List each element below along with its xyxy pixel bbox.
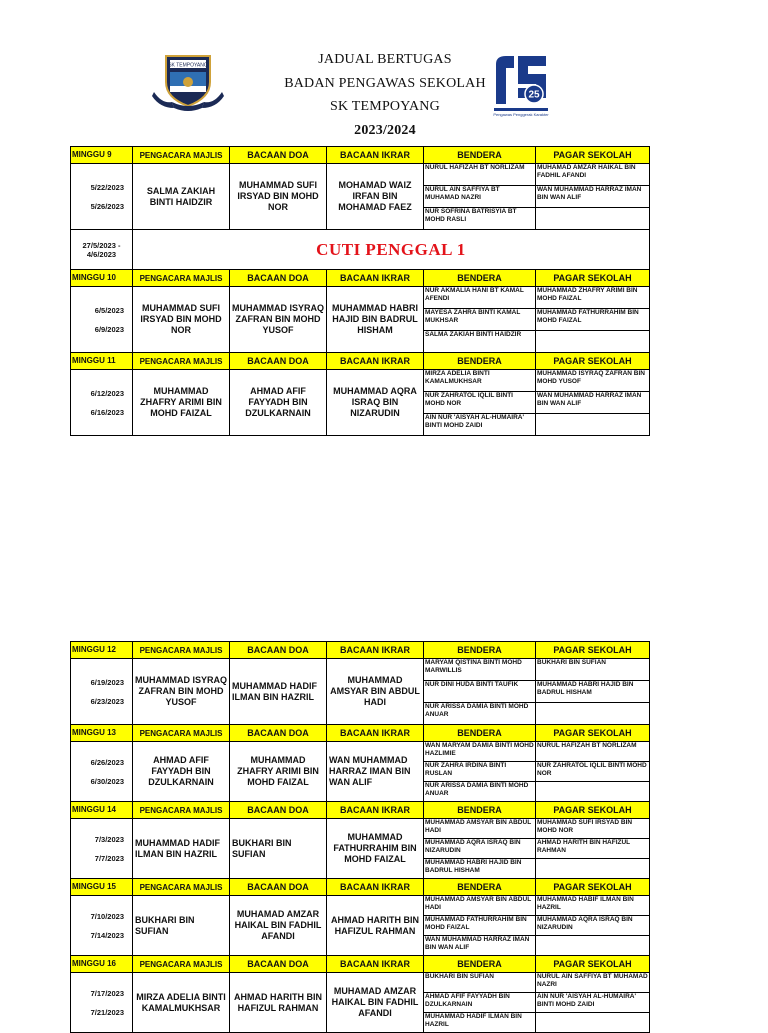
- pagar-name: BUKHARI BIN SUFIAN: [536, 659, 650, 681]
- pagar-name: [536, 331, 650, 353]
- header-doa: BACAAN DOA: [230, 879, 327, 896]
- header-bendera: BENDERA: [424, 642, 536, 659]
- header-pengacara: PENGACARA MAJLIS: [133, 642, 230, 659]
- header-row: [71, 879, 650, 896]
- bendera-name: SALMA ZAKIAH BINTI HAIDZIR: [424, 331, 536, 353]
- duty-row: [71, 742, 650, 762]
- header-bendera: BENDERA: [424, 956, 536, 973]
- header-ikrar: BACAAN IKRAR: [327, 270, 424, 287]
- week-dates: 6/12/2023 6/16/2023: [71, 370, 133, 436]
- pagar-name: [536, 208, 650, 230]
- pagar-name: MUHAMMAD ZHAFRY ARIMI BIN MOHD FAIZAL: [536, 287, 650, 309]
- pagar-name: MUHAMMAD AQRA ISRAQ BIN NIZARUDIN: [536, 916, 650, 936]
- pagar-name: MUHAMMAD ISYRAQ ZAFRAN BIN MOHD YUSOF: [536, 370, 650, 392]
- header-pengacara: PENGACARA MAJLIS: [133, 725, 230, 742]
- bendera-name: MUHAMMAD HADIF ILMAN BIN HAZRIL: [424, 1013, 536, 1033]
- header-bendera: BENDERA: [424, 802, 536, 819]
- bendera-name: MUHAMMAD AQRA ISRAQ BIN NIZARUDIN: [424, 839, 536, 859]
- duty-table-1: [70, 146, 650, 436]
- header-pagar: PAGAR SEKOLAH: [536, 353, 650, 370]
- pagar-name: NURUL AIN SAFFIYA BT MUHAMAD NAZRI: [536, 973, 650, 993]
- pengacara-name: BUKHARI BIN SUFIAN: [133, 896, 230, 956]
- pagar-name: WAN MUHAMMAD HARRAZ IMAN BIN WAN ALIF: [536, 392, 650, 414]
- title-year: 2023/2024: [354, 122, 416, 138]
- svg-text:25: 25: [528, 89, 540, 101]
- pagar-name: [536, 782, 650, 802]
- pengacara-name: SALMA ZAKIAH BINTI HAIDZIR: [133, 164, 230, 230]
- bendera-name: MUHAMMAD FATHURRAHIM BIN MOHD FAIZAL: [424, 916, 536, 936]
- header-bendera: BENDERA: [424, 879, 536, 896]
- header-row: [71, 147, 650, 164]
- pengacara-name: MUHAMMAD HADIF ILMAN BIN HAZRIL: [133, 819, 230, 879]
- pagar-name: MUHAMMAD HABRI HAJID BIN BADRUL HISHAM: [536, 681, 650, 703]
- header-pagar: PAGAR SEKOLAH: [536, 879, 650, 896]
- week-dates: 5/22/2023 5/26/2023: [71, 164, 133, 230]
- header-pagar: PAGAR SEKOLAH: [536, 270, 650, 287]
- header-row: [71, 642, 650, 659]
- header-ikrar: BACAAN IKRAR: [327, 879, 424, 896]
- pengacara-name: MIRZA ADELIA BINTI KAMALMUKHSAR: [133, 973, 230, 1033]
- doa-name: MUHAMAD AMZAR HAIKAL BIN FADHIL AFANDI: [230, 896, 327, 956]
- header-bendera: BENDERA: [424, 353, 536, 370]
- header-row: [71, 725, 650, 742]
- pagar-name: [536, 936, 650, 956]
- doa-name: MUHAMMAD SUFI IRSYAD BIN MOHD NOR: [230, 164, 327, 230]
- header-ikrar: BACAAN IKRAR: [327, 642, 424, 659]
- ikrar-name: MOHAMAD WAIZ IRFAN BIN MOHAMAD FAEZ: [327, 164, 424, 230]
- duty-row: [71, 973, 650, 993]
- bendera-name: NUR SOFRINA BATRISYIA BT MOHD RASLI: [424, 208, 536, 230]
- pagar-name: [536, 1013, 650, 1033]
- duty-row: [71, 370, 650, 392]
- bendera-name: NUR AKMALIA HANI BT KAMAL AFENDI: [424, 287, 536, 309]
- week-dates: 7/17/2023 7/21/2023: [71, 973, 133, 1033]
- week-dates: 6/19/2023 6/23/2023: [71, 659, 133, 725]
- ikrar-name: MUHAMMAD HABRI HAJID BIN BADRUL HISHAM: [327, 287, 424, 353]
- header-pagar: PAGAR SEKOLAH: [536, 642, 650, 659]
- duty-row: [71, 896, 650, 916]
- header-pengacara: PENGACARA MAJLIS: [133, 879, 230, 896]
- header-pagar: PAGAR SEKOLAH: [536, 802, 650, 819]
- header-doa: BACAAN DOA: [230, 147, 327, 164]
- pagar-name: MUHAMAD AMZAR HAIKAL BIN FADHIL AFANDI: [536, 164, 650, 186]
- doa-name: MUHAMMAD HADIF ILMAN BIN HAZRIL: [230, 659, 327, 725]
- bendera-name: MIRZA ADELIA BINTI KAMALMUKHSAR: [424, 370, 536, 392]
- bendera-name: AHMAD AFIF FAYYADH BIN DZULKARNAIN: [424, 993, 536, 1013]
- header-doa: BACAAN DOA: [230, 802, 327, 819]
- duty-row: [71, 659, 650, 681]
- pagar-name: MUHAMMAD FATHURRAHIM BIN MOHD FAIZAL: [536, 309, 650, 331]
- week-label: MINGGU 9: [71, 147, 133, 164]
- bendera-name: NUR ARISSA DAMIA BINTI MOHD ANUAR: [424, 703, 536, 725]
- header-row: [71, 270, 650, 287]
- ikrar-name: MUHAMAD AMZAR HAIKAL BIN FADHIL AFANDI: [327, 973, 424, 1033]
- bendera-name: BUKHARI BIN SUFIAN: [424, 973, 536, 993]
- header-pagar: PAGAR SEKOLAH: [536, 725, 650, 742]
- pagar-name: [536, 859, 650, 879]
- duty-table-2: [70, 641, 650, 1033]
- header-bendera: BENDERA: [424, 270, 536, 287]
- header-ikrar: BACAAN IKRAR: [327, 802, 424, 819]
- doa-name: MUHAMMAD ISYRAQ ZAFRAN BIN MOHD YUSOF: [230, 287, 327, 353]
- pagar-name: AIN NUR 'AISYAH AL-HUMAIRA' BINTI MOHD ZAIDI: [536, 993, 650, 1013]
- week-label: MINGGU 10: [71, 270, 133, 287]
- svg-text:Pengawas Penggerak Karakter: Pengawas Penggerak Karakter: [493, 112, 549, 117]
- pengacara-name: MUHAMMAD ZHAFRY ARIMI BIN MOHD FAIZAL: [133, 370, 230, 436]
- bendera-name: MARYAM QISTINA BINTI MOHD MARWILLIS: [424, 659, 536, 681]
- title-line-1: JADUAL BERTUGAS: [318, 52, 452, 67]
- bendera-name: MAYESA ZAHRA BINTI KAMAL MUKHSAR: [424, 309, 536, 331]
- header-doa: BACAAN DOA: [230, 353, 327, 370]
- pengacara-name: AHMAD AFIF FAYYADH BIN DZULKARNAIN: [133, 742, 230, 802]
- header-doa: BACAAN DOA: [230, 725, 327, 742]
- pengacara-name: MUHAMMAD ISYRAQ ZAFRAN BIN MOHD YUSOF: [133, 659, 230, 725]
- header-pengacara: PENGACARA MAJLIS: [133, 270, 230, 287]
- pagar-name: MUHAMMAD HABIF ILMAN BIN HAZRIL: [536, 896, 650, 916]
- bendera-name: NURUL AIN SAFFIYA BT MUHAMAD NAZRI: [424, 186, 536, 208]
- header-ikrar: BACAAN IKRAR: [327, 725, 424, 742]
- header-pengacara: PENGACARA MAJLIS: [133, 956, 230, 973]
- bendera-name: NUR ZAHRA IRDINA BINTI RUSLAN: [424, 762, 536, 782]
- ikrar-name: MUHAMMAD AQRA ISRAQ BIN NIZARUDIN: [327, 370, 424, 436]
- header-pengacara: PENGACARA MAJLIS: [133, 802, 230, 819]
- doa-name: MUHAMMAD ZHAFRY ARIMI BIN MOHD FAIZAL: [230, 742, 327, 802]
- week-label: MINGGU 15: [71, 879, 133, 896]
- ikrar-name: MUHAMMAD AMSYAR BIN ABDUL HADI: [327, 659, 424, 725]
- week-label: MINGGU 11: [71, 353, 133, 370]
- pagar-name: WAN MUHAMMAD HARRAZ IMAN BIN WAN ALIF: [536, 186, 650, 208]
- title-line-3: SK TEMPOYANG: [330, 99, 440, 114]
- pagar-name: NURUL HAFIZAH BT NORLIZAM: [536, 742, 650, 762]
- week-dates: 6/5/2023 6/9/2023: [71, 287, 133, 353]
- doa-name: AHMAD AFIF FAYYADH BIN DZULKARNAIN: [230, 370, 327, 436]
- bendera-name: NUR DINI HUDA BINTI TAUFIK: [424, 681, 536, 703]
- week-dates: 6/26/2023 6/30/2023: [71, 742, 133, 802]
- ikrar-name: MUHAMMAD FATHURRAHIM BIN MOHD FAIZAL: [327, 819, 424, 879]
- week-label: MINGGU 12: [71, 642, 133, 659]
- header-row: [71, 802, 650, 819]
- svg-text:SK TEMPOYANG: SK TEMPOYANG: [168, 62, 208, 69]
- bendera-name: WAN MUHAMMAD HARRAZ IMAN BIN WAN ALIF: [424, 936, 536, 956]
- header-ikrar: BACAAN IKRAR: [327, 353, 424, 370]
- duty-row: [71, 164, 650, 186]
- pengawas-25-logo: [490, 54, 552, 118]
- bendera-name: MUHAMMAD HABRI HAJID BIN BADRUL HISHAM: [424, 859, 536, 879]
- week-label: MINGGU 14: [71, 802, 133, 819]
- bendera-name: NUR ARISSA DAMIA BINTI MOHD ANUAR: [424, 782, 536, 802]
- week-dates: 7/10/2023 7/14/2023: [71, 896, 133, 956]
- bendera-name: MUHAMMAD AMSYAR BIN ABDUL HADI: [424, 819, 536, 839]
- header-doa: BACAAN DOA: [230, 270, 327, 287]
- header-pagar: PAGAR SEKOLAH: [536, 147, 650, 164]
- holiday-row: [71, 230, 650, 270]
- doa-name: BUKHARI BIN SUFIAN: [230, 819, 327, 879]
- week-dates: 7/3/2023 7/7/2023: [71, 819, 133, 879]
- ikrar-name: WAN MUHAMMAD HARRAZ IMAN BIN WAN ALIF: [327, 742, 424, 802]
- header-ikrar: BACAAN IKRAR: [327, 147, 424, 164]
- ikrar-name: AHMAD HARITH BIN HAFIZUL RAHMAN: [327, 896, 424, 956]
- header-bendera: BENDERA: [424, 147, 536, 164]
- pagar-name: [536, 414, 650, 436]
- header-pengacara: PENGACARA MAJLIS: [133, 147, 230, 164]
- holiday-dates: 27/5/2023 - 4/6/2023: [71, 230, 133, 270]
- header-doa: BACAAN DOA: [230, 956, 327, 973]
- header-pengacara: PENGACARA MAJLIS: [133, 353, 230, 370]
- header-doa: BACAAN DOA: [230, 642, 327, 659]
- pagar-name: NUR ZAHRATOL IQLIL BINTI MOHD NOR: [536, 762, 650, 782]
- bendera-name: WAN MARYAM DAMIA BINTI MOHD HAZLIMIE: [424, 742, 536, 762]
- doa-name: AHMAD HARITH BIN HAFIZUL RAHMAN: [230, 973, 327, 1033]
- bendera-name: MUHAMMAD AMSYAR BIN ABDUL HADI: [424, 896, 536, 916]
- pengacara-name: MUHAMMAD SUFI IRSYAD BIN MOHD NOR: [133, 287, 230, 353]
- pagar-name: [536, 703, 650, 725]
- title-line-2: BADAN PENGAWAS SEKOLAH: [284, 75, 486, 91]
- bendera-name: NURUL HAFIZAH BT NORLIZAM: [424, 164, 536, 186]
- pagar-name: MUHAMMAD SUFI IRSYAD BIN MOHD NOR: [536, 819, 650, 839]
- header-bendera: BENDERA: [424, 725, 536, 742]
- header-row: [71, 956, 650, 973]
- pagar-name: AHMAD HARITH BIN HAFIZUL RAHMAN: [536, 839, 650, 859]
- bendera-name: NUR ZAHRATOL IQLIL BINTI MOHD NOR: [424, 392, 536, 414]
- week-label: MINGGU 13: [71, 725, 133, 742]
- header-ikrar: BACAAN IKRAR: [327, 956, 424, 973]
- bendera-name: AIN NUR 'AISYAH AL-HUMAIRA' BINTI MOHD ZAIDI: [424, 414, 536, 436]
- duty-row: [71, 819, 650, 839]
- header-pagar: PAGAR SEKOLAH: [536, 956, 650, 973]
- header-row: [71, 353, 650, 370]
- document-header: [150, 48, 620, 146]
- holiday-label: CUTI PENGGAL 1: [133, 230, 650, 270]
- week-label: MINGGU 16: [71, 956, 133, 973]
- duty-row: [71, 287, 650, 309]
